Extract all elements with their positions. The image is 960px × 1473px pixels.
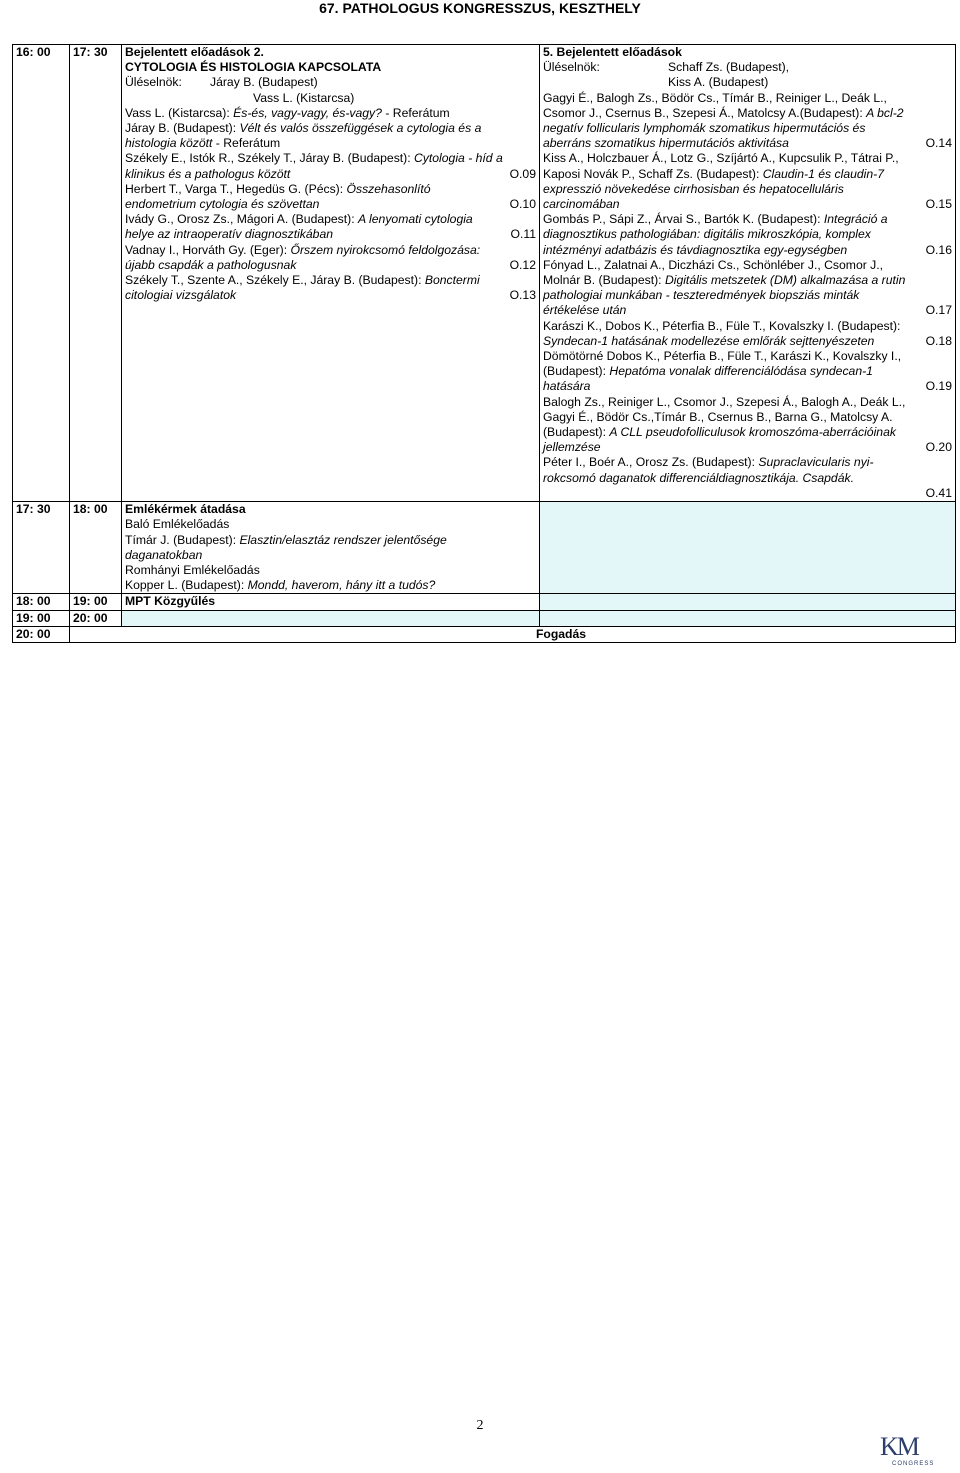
chairs: [125, 75, 536, 90]
talk-line: [125, 288, 536, 303]
talk-title: pathologiai munkában - teszteredmények biopsziás minták: [543, 288, 860, 303]
time-start: 20: 00: [13, 626, 70, 642]
talk-line: [543, 212, 952, 227]
talk-line: [543, 136, 952, 151]
talk-line: [543, 440, 952, 455]
empty-cell: [540, 594, 956, 610]
talk-line: [543, 334, 952, 349]
talk-title: értékelése után: [543, 303, 627, 318]
time-end: 18: 00: [70, 502, 122, 594]
talk-authors: Kiss A., Holczbauer Á., Lotz G., Szíjártó A., Kupcsulik P., Tátrai P.,: [543, 151, 899, 166]
talk-code: O.12: [509, 257, 536, 272]
talk-authors: Székely T., Szente A., Székely E., Járay B. (Budapest):: [125, 273, 425, 288]
talk-authors: (Budapest):: [543, 364, 610, 379]
talk-authors: Kaposi Novák P., Schaff Zs. (Budapest):: [543, 166, 763, 181]
talk-code: O.15: [925, 197, 952, 212]
award-lecture: Baló Emlékelőadás: [125, 517, 230, 532]
talk-title: újabb csapdák a pathologusnak: [125, 257, 297, 272]
page-title: 67. PATHOLOGUS KONGRESSZUS, KESZTHELY: [319, 0, 641, 16]
talk-line: [125, 578, 536, 593]
talk-line: [543, 395, 952, 410]
awards-row: [13, 502, 956, 594]
talk-line: [543, 471, 952, 486]
talk-line: [543, 455, 952, 470]
chair: Schaff Zs. (Budapest),: [668, 60, 790, 75]
logo-letters: KM: [880, 1432, 918, 1461]
break-row: [13, 610, 956, 626]
chairs-label: Üléselnök:: [543, 60, 600, 75]
chair: Járay B. (Budapest): [210, 75, 318, 90]
talk-code: O.18: [925, 333, 952, 348]
chair: Vass L. (Kistarcsa): [253, 90, 355, 105]
time-start: 17: 30: [13, 502, 70, 594]
talk-authors: Péter I., Boér A., Orosz Zs. (Budapest):: [543, 455, 759, 470]
session-subtitle: CYTOLOGIA ÉS HISTOLOGIA KAPCSOLATA: [125, 60, 382, 75]
time-start: 18: 00: [13, 594, 70, 610]
talk-line: [543, 410, 952, 425]
time-start: 16: 00: [13, 45, 70, 502]
awards-title: Emlékérmek átadása: [125, 502, 246, 517]
assembly-title: MPT Közgyűlés: [122, 594, 540, 610]
talk-title: Bonctermi: [424, 273, 480, 288]
talk-title: Digitális metszetek (DM) alkalmazása a rutin: [664, 273, 906, 288]
talk-title: Supraclavicularis nyi-: [758, 455, 874, 470]
talk-line: [125, 151, 536, 166]
talk-authors: Balogh Zs., Reiniger L., Csomor J., Szepesi Á., Balogh A., Deák L.,: [543, 394, 906, 409]
talk-authors: Kopper L. (Budapest):: [125, 578, 248, 593]
talk-authors: Molnár B. (Budapest):: [543, 273, 665, 288]
talk-type: - Referátum: [212, 136, 281, 151]
talk-code: O.16: [925, 242, 952, 257]
talk-code: O.19: [925, 379, 952, 394]
talk-authors: Gombás P., Sápi Z., Árvai S., Bartók K. (Budapest):: [543, 212, 824, 227]
talk-code: O.10: [509, 197, 536, 212]
talk-line: [543, 258, 952, 273]
talk-title: citologiai vizsgálatok: [125, 288, 237, 303]
talk-title: Vélt és valós összefüggések a cytologia és a: [239, 121, 482, 136]
talk-line: [543, 379, 952, 394]
talk-line: [125, 243, 536, 258]
talk-authors: Gagyi É., Bödör Cs.,Tímár B., Csernus B., Barna G., Matolcsy A.: [543, 409, 893, 424]
session-title: 5. Bejelentett előadások: [543, 45, 682, 59]
talk-title: A lenyomati cytologia: [358, 212, 473, 227]
talk-title: aberráns szomatikus hipermutációs aktivitása: [543, 136, 789, 151]
talk-title: expresszió növekedése cirrhosisban és hepatocelluláris: [543, 181, 844, 196]
talk-line: [543, 273, 952, 288]
talk-line: [543, 91, 952, 106]
empty-cell: [540, 610, 956, 626]
chair: Kiss A. (Budapest): [668, 75, 769, 90]
talk-title: hatására: [543, 379, 591, 394]
logo-subtext: CONGRESS: [892, 1461, 935, 1467]
talk-code: O.09: [509, 166, 536, 181]
talk-title: intézményi adatbázis és távdiagnosztika egy-egységben: [543, 242, 848, 257]
talk-line: [543, 288, 952, 303]
session-title: Bejelentett előadások 2.: [125, 45, 264, 59]
talk-line: [543, 303, 952, 318]
talk-title: jellemzése: [543, 440, 601, 455]
awards-cell: [122, 502, 540, 594]
time-end: 17: 30: [70, 45, 122, 502]
talk-title: Integráció a: [823, 212, 888, 227]
talk-list: [543, 91, 952, 501]
talk-authors: Gagyi É., Balogh Zs., Bödör Cs., Tímár B., Reiniger L., Deák L.,: [543, 90, 887, 105]
chairs-label: Üléselnök:: [125, 75, 182, 90]
talk-line: [543, 425, 952, 440]
talk-title: Elasztin/elasztáz rendszer jelentősége: [239, 532, 447, 547]
empty-cell: [540, 502, 956, 594]
time-end: 20: 00: [70, 610, 122, 626]
chairs: [543, 60, 952, 75]
talk-list: [125, 106, 536, 304]
time-start: 19: 00: [13, 610, 70, 626]
talk-title: Őrszem nyirokcsomó feldolgozása:: [290, 242, 481, 257]
talk-code: O.11: [510, 227, 536, 242]
talk-line: [125, 273, 536, 288]
talk-line: [543, 227, 952, 242]
talk-authors: Járay B. (Budapest):: [125, 121, 240, 136]
reception-row: [13, 626, 956, 642]
talk-line: [125, 136, 536, 151]
talk-line: [543, 319, 952, 334]
talk-title: Cytologia - híd a: [414, 151, 503, 166]
talk-authors: Csomor J., Csernus B., Szepesi Á., Matolcsy A.(Budapest):: [543, 105, 867, 120]
empty-cell: [122, 610, 540, 626]
talk-line: [543, 182, 952, 197]
talk-authors: Vadnay I., Horváth Gy. (Eger):: [125, 242, 291, 257]
talk-title: Összehasonlító: [346, 181, 431, 196]
talk-line: [543, 243, 952, 258]
talk-code: O.13: [509, 288, 536, 303]
program-table: [12, 44, 956, 643]
talk-title: Hepatóma vonalak differenciálódása syndecan-1: [609, 364, 873, 379]
talk-title: daganatokban: [125, 547, 203, 562]
talk-title: A CLL pseudofolliculusok kromoszóma-aberrációinak: [609, 425, 896, 440]
talk-type: - Referátum: [381, 105, 450, 120]
talk-line: [543, 121, 952, 136]
talk-title: histologia között: [125, 136, 213, 151]
talk-code: O.14: [925, 136, 952, 151]
reception-title: Fogadás: [70, 626, 956, 642]
talk-line: [125, 167, 536, 182]
talk-line: [125, 533, 536, 548]
talk-line: [543, 364, 952, 379]
talk-title: carcinomában: [543, 197, 620, 212]
talk-line: [543, 167, 952, 182]
talk-title: helye az intraoperatív diagnosztikában: [125, 227, 333, 242]
talk-authors: Vass L. (Kistarcsa):: [125, 105, 234, 120]
talk-title: Syndecan-1 hatásának modellezése emlőrák sejttenyészeten: [543, 333, 875, 348]
award-lecture: Romhányi Emlékelőadás: [125, 562, 260, 577]
talk-title: endometrium cytologia és szövettan: [125, 197, 320, 212]
talk-authors: Herbert T., Varga T., Hegedüs G. (Pécs):: [125, 181, 347, 196]
talk-code: O.17: [925, 303, 952, 318]
talk-title: Mondd, haverom, hány itt a tudós?: [247, 578, 436, 593]
talk-title: klinikus és a pathologus között: [125, 166, 291, 181]
talk-title: A bcl-2: [866, 105, 904, 120]
talk-title: diagnosztikus pathologiában: digitális mikroszkópia, komplex: [543, 227, 871, 242]
assembly-row: [13, 594, 956, 610]
talk-line: [125, 212, 536, 227]
talk-line: [125, 227, 536, 242]
talk-line: [543, 197, 952, 212]
talk-line: [125, 258, 536, 273]
talk-authors: Tímár J. (Budapest):: [125, 532, 240, 547]
talk-line: [543, 349, 952, 364]
talk-authors: Székely E., Istók R., Székely T., Járay B. (Budapest):: [125, 151, 414, 166]
talk-title: És-és, vagy-vagy, és-vagy?: [233, 105, 382, 120]
talk-title: rokcsomó daganatok differenciáldiagnosztikája. Csapdák.: [543, 470, 854, 485]
talk-authors: Dömötörné Dobos K., Péterfia B., Füle T., Karászi K., Kovalszky I.,: [543, 349, 902, 364]
talk-code: O.41: [925, 485, 952, 500]
session-left: [122, 45, 540, 502]
talk-line: [543, 486, 952, 501]
talk-line: [125, 197, 536, 212]
page-number: 2: [476, 1418, 484, 1433]
talk-code: O.20: [925, 440, 952, 455]
talk-line: [543, 106, 952, 121]
talk-line: [125, 121, 536, 136]
talk-title: Claudin-1 és claudin-7: [762, 166, 884, 181]
talk-title: negatív follicularis lymphomák szomatikus hipermutációs és: [543, 121, 866, 136]
talk-authors: Ivády G., Orosz Zs., Mágori A. (Budapest):: [125, 212, 358, 227]
time-end: 19: 00: [70, 594, 122, 610]
talk-line: [543, 151, 952, 166]
talk-authors: Fónyad L., Zalatnai A., Diczházi Cs., Schönléber J., Csomor J.,: [543, 257, 884, 272]
session-right: [540, 45, 956, 502]
km-congress-logo-icon: [880, 1432, 935, 1470]
session-row: [13, 45, 956, 502]
talk-authors: (Budapest):: [543, 425, 610, 440]
talk-line: [125, 106, 536, 121]
talk-authors: Karászi K., Dobos K., Péterfia B., Füle T., Kovalszky I. (Budapest):: [543, 318, 901, 333]
talk-line: [125, 182, 536, 197]
